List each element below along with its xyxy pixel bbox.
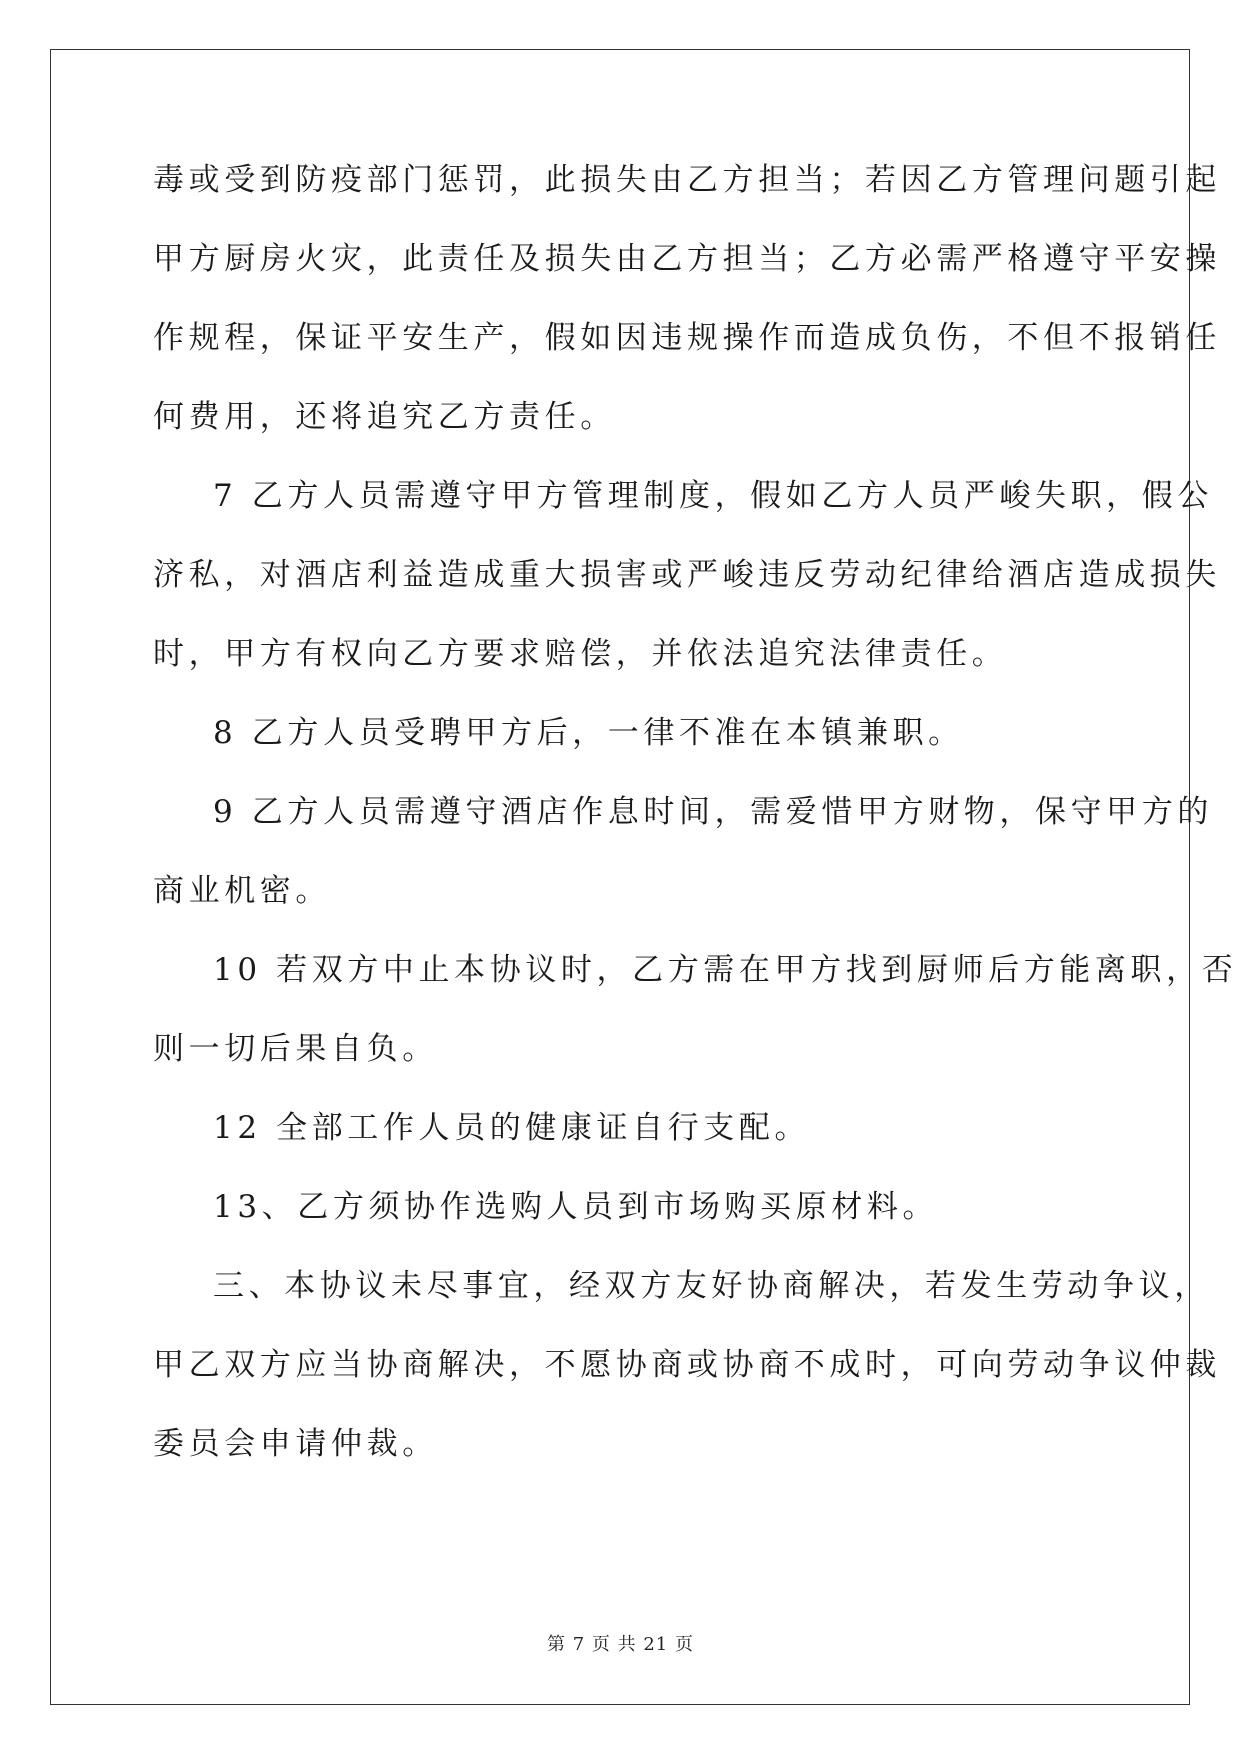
text-line: 甲乙双方应当协商解决，不愿协商或协商不成时，可向劳动争议仲裁 <box>153 1347 1221 1383</box>
document-body <box>153 160 1238 1503</box>
paragraph-8: 8 乙方人员受聘甲方后，一律不准在本镇兼职。 <box>213 715 964 751</box>
page-number: 第 7 页 共 21 页 <box>547 1634 694 1655</box>
text-line: 时，甲方有权向乙方要求赔偿，并依法追究法律责任。 <box>153 636 1008 672</box>
text-line: 毒或受到防疫部门惩罚，此损失由乙方担当；若因乙方管理问题引起 <box>153 162 1221 198</box>
text-line: 作规程，保证平安生产，假如因违规操作而造成负伤，不但不报销任 <box>153 320 1221 356</box>
section-3-start: 三、本协议未尽事宜，经双方友好协商解决，若发生劳动争议， <box>213 1268 1210 1304</box>
paragraph-7-start: 7 乙方人员需遵守甲方管理制度，假如乙方人员严峻失职，假公 <box>213 478 1213 514</box>
text-line: 济私，对酒店利益造成重大损害或严峻违反劳动纪律给酒店造成损失 <box>153 557 1221 593</box>
text-line: 委员会申请仲裁。 <box>153 1426 438 1462</box>
paragraph-13: 13、乙方须协作选购人员到市场购买原材料。 <box>213 1189 939 1225</box>
text-line: 商业机密。 <box>153 873 331 909</box>
paragraph-10-start: 10 若双方中止本协议时，乙方需在甲方找到厨师后方能离职，否 <box>213 952 1238 988</box>
text-line: 则一切后果自负。 <box>153 1031 438 1067</box>
paragraph-9-start: 9 乙方人员需遵守酒店作息时间，需爱惜甲方财物，保守甲方的 <box>213 794 1213 830</box>
text-line: 何费用，还将追究乙方责任。 <box>153 399 616 435</box>
text-line: 甲方厨房火灾，此责任及损失由乙方担当；乙方必需严格遵守平安操 <box>153 241 1221 277</box>
paragraph-12: 12 全部工作人员的健康证自行支配。 <box>213 1110 811 1146</box>
